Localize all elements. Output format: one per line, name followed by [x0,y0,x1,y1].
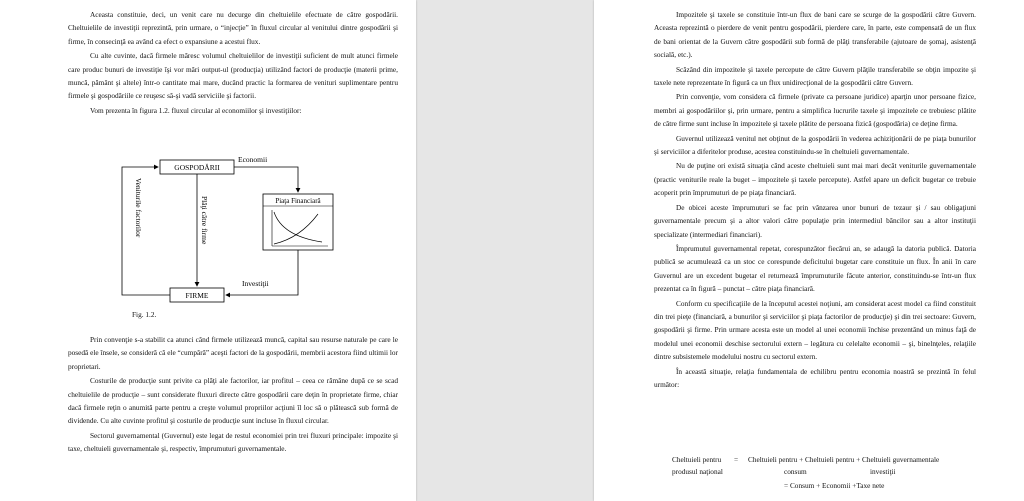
savings-label: Economii [238,155,268,164]
circular-flow-diagram [60,148,390,328]
right-text [654,8,976,392]
eq-rhs-consum: consum [784,467,807,476]
paragraph: Sectorul guvernamental (Guvernul) este legat de restul economiei prin trei fluxuri principale: impozite şi taxe, cheltuieli guvernamentale şi, respectiv, împrumuturi guvernamentale. [68,430,398,454]
paragraph: Impozitele şi taxele se constituie într-un flux de bani care se scurge de la gospodării către Guvern. Aceasta reprezintă o pierdere de venit pentru gospodării, pierdere care, în parte, este compensată de un flux de bani orientat de la Guvern către gospodării sub formă de plăţi transferabile (ajutoare de şomaj, asistenţă socială, etc.). [654,10,976,60]
eq-rhs-investitii: investiţii [870,467,896,476]
left-text-bottom [68,333,398,457]
paragraph: De obicei aceste împrumuturi se fac prin vânzarea unor bunuri de tezaur şi / sau obligaţiuni guvernamentale precum şi a altor valori către populaţie prin intermediul băncilor sau a altor instituţii specializate (intermediari financiari). [654,202,976,239]
paragraph: Guvernul utilizează venitul net obţinut de la gospodării în vederea achiziţionării de pe piaţa bunurilor şi serviciilor a diferitelor produse, acestea constituindu-se în cheltuieli guvernamentale. [654,133,976,157]
eq-line3: = Consum + Economii +Taxe nete [784,481,885,490]
investments-label: Investiţii [242,279,269,288]
eq-lhs-line2: produsul naţional [672,467,723,476]
firms-label: FIRME [185,291,209,300]
diagram-svg [60,148,390,318]
paragraph: Nu de puţine ori există situaţia când aceste cheltuieli sunt mai mari decât veniturile guvernamentale (practic veniturile reale la buget – impozitele şi taxele percepute). Astfel apare un deficit bugetar ce trebuie acoperit prin împrumuturi de pe piaţa financiară. [654,161,976,198]
paragraph: Scăzând din impozitele şi taxele percepute de către Guvern plăţile transferabile se obţin impozite şi taxele nete reprezentate în figură ca un flux unidirecţional de la gospodării către Guvern. [654,64,976,88]
left-text-top [68,8,398,118]
left-page [0,0,416,501]
paragraph: În această situaţie, relaţia fundamentala de echilibru pentru economia noastră se prezintă în felul următor: [654,366,976,389]
figure-caption: Fig. 1.2. [132,310,157,319]
payments-label: Plăţi către firme [200,196,209,245]
paragraph: Aceasta constituie, deci, un venit care nu decurge din cheltuielile efectuate de către gospodării. Cheltuielile de investiţii reprezintă, prin urmare, o “injecţie” în fluxul circular al venitului dintre gospodării şi firme, în consecinţă ea având ca efect o expansiune a acestui flux. [68,10,398,46]
factor-income-arrow [122,167,170,295]
eq-lhs-line1: Cheltuieli pentru [672,455,722,464]
paragraph: Prin convenţie, vom considera că firmele (private ca persoane juridice) aparţin unor persoane fizice, membri ai gospodăriilor şi, prin urmare, pentru a simplifica lucrurile taxele şi impozitele ce trebuiesc plătite de către firme sunt incluse în impozitele şi taxele plătite de persoana fizică (gospodăria) ce deţine firma. [654,92,976,129]
eq-rhs-line1: Cheltuieli pentru + Cheltuieli pentru + Cheltuieli guvernamentale [748,455,940,464]
paragraph: Prin convenţie s-a stabilit ca atunci când firmele utilizează muncă, capital sau resurse naturale pe care le posedă ele însele, se consideră că ele “cumpără” aceşti factori de la gospodării, membrii acestora fiind ultimii lor proprietari. [68,335,398,371]
savings-arrow [234,167,298,192]
paragraph: Conform cu specificaţiile de la începutul acestei noţiuni, am considerat acest model ca fiind constituit din trei pieţe (financiară, a bunurilor şi serviciilor şi piaţa factorilor de producţie) şi din trei sectoare: Guvern, gospodării şi firme. Prin urmare acesta este un model al unei economii închise prezentând un minus faţă de modelul unei economii deschise sectorului extern – legătura cu celelalte economii – şi, binelnţeles, relaţiile dintre subsistemele modelului nostru cu sectorul extern. [654,298,976,362]
right-page [594,0,1024,501]
paragraph: Împrumutul guvernamental repetat, corespunzător fiecărui an, se adaugă la datoria publică. Datoria publică se acumulează ca un stoc ce corespunde deficitului bugetar care constituie un flux. În anii în care Guvernul are un excedent bugetar el returnează împrumuturile făcute anterior, constituindu-se într-un flux prezentat ca în figură – punctat – către piaţa financiară. [654,243,976,294]
paragraph: Cu alte cuvinte, dacă firmele măresc volumul cheltuielilor de investiţii suficient de mult atunci firmele care produc bunuri de investiţie îşi vor mări output-ul (producţia) utilizând factori de producţie (materii prime, muncă, pământ şi altele) într-o cantitate mai mare, ducând practic la formarea de venituri suplimentare pentru firmele şi gospodăriile ce reuşesc să-şi vadă serviciile şi factorii. [68,51,398,101]
financial-market-label: Piaţa Financiară [275,197,321,205]
paragraph: Vom prezenta în figura 1.2. fluxul circular al economiilor şi investiţiilor: [90,105,302,115]
eq-equals: = [734,455,739,464]
households-label: GOSPODĂRII [174,163,220,172]
investments-arrow [226,250,298,295]
factor-income-label: Veniturile factorilor [134,178,143,238]
paragraph: Costurile de producţie sunt privite ca plăţi ale factorilor, iar profitul – ceea ce rămâne după ce se scad cheltuielile de producţie – sunt considerate fluxuri directe către gospodării care deţin în proprietate firme, chiar dacă firmele reţin o anumită parte pentru a creşte volumul propriilor acţiuni îl loc să o plătească sub formă de dividende. Cu alte cuvinte profitul şi costurile de producţie sunt incluse în fluxul circular. [68,376,398,426]
